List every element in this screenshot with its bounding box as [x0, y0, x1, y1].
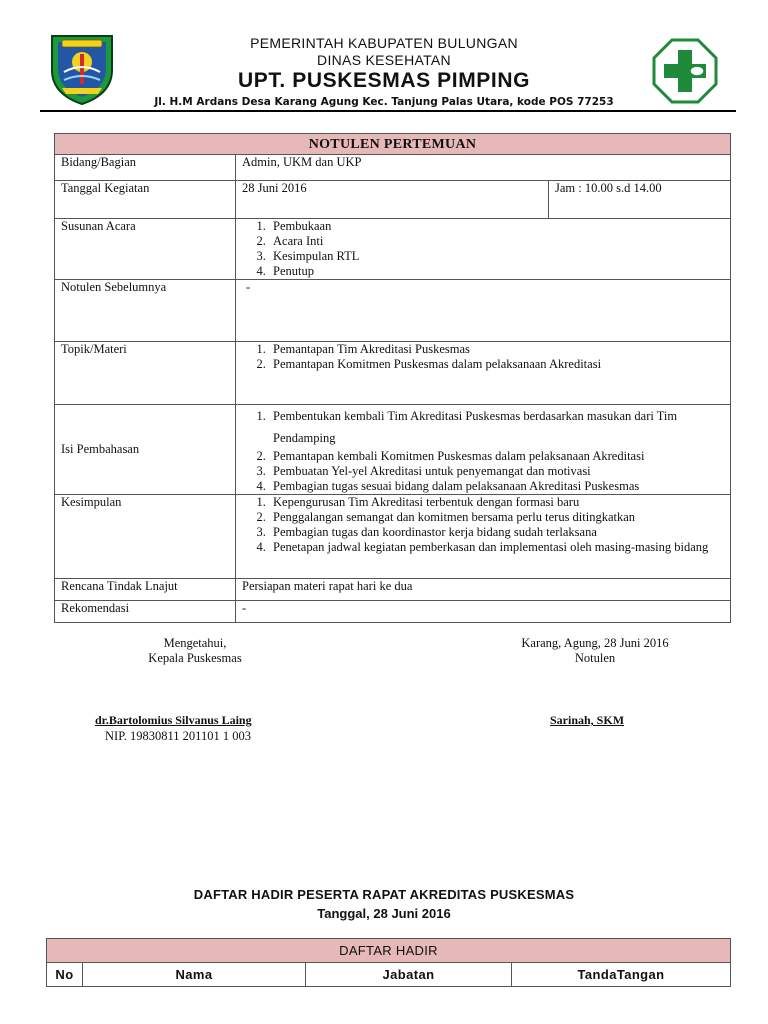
signatory-nip-left: NIP. 19830811 201101 1 003	[105, 729, 251, 743]
row-value-isi	[236, 405, 731, 495]
row-label-tanggal: Tanggal Kegiatan	[55, 181, 236, 219]
column-header-tanda-tangan: TandaTangan	[512, 963, 731, 987]
list-item: 3. Pembuatan Yel-yel Akreditasi untuk penyemangat dan motivasi	[269, 464, 724, 479]
sig-left-line2: Kepala Puskesmas	[148, 651, 242, 665]
list-item: 1. Pembentukan kembali Tim Akreditasi Puskesmas berdasarkan masukan dari Tim Pendamping	[269, 405, 724, 449]
row-value-jam: Jam : 10.00 s.d 14.00	[549, 181, 731, 219]
letterhead	[0, 0, 768, 115]
row-value-tanggal: 28 Juni 2016	[236, 181, 549, 219]
list-item: 3. Kesimpulan RTL	[269, 249, 724, 264]
notulen-table	[54, 133, 731, 623]
puskesmas-cross-icon	[652, 38, 718, 104]
signature-block-left	[110, 636, 280, 666]
row-label-isi: Isi Pembahasan	[55, 405, 236, 495]
column-header-jabatan: Jabatan	[306, 963, 512, 987]
row-label-bidang: Bidang/Bagian	[55, 155, 236, 181]
topic-list	[242, 342, 724, 372]
list-item: 1. Pembukaan	[269, 219, 724, 234]
column-header-no: No	[47, 963, 83, 987]
row-label-kesimpulan: Kesimpulan	[55, 495, 236, 579]
attendance-table-title: DAFTAR HADIR	[47, 939, 731, 963]
list-item: 2. Acara Inti	[269, 234, 724, 249]
conclusion-list	[242, 495, 724, 555]
row-label-rencana: Rencana Tindak Lnajut	[55, 579, 236, 601]
sig-right-line1: Karang, Agung, 28 Juni 2016	[521, 636, 669, 650]
attendance-title: DAFTAR HADIR PESERTA RAPAT AKREDITAS PUSKESMAS	[193, 887, 575, 902]
row-value-sebelumnya: -	[236, 280, 731, 342]
list-item: 1. Kepengurusan Tim Akreditasi terbentuk dengan formasi baru	[269, 495, 724, 510]
row-label-susunan: Susunan Acara	[55, 219, 236, 280]
row-value-rencana: Persiapan materi rapat hari ke dua	[236, 579, 731, 601]
header-divider	[40, 110, 736, 112]
list-item: 1. Pemantapan Tim Akreditasi Puskesmas	[269, 342, 724, 357]
sig-left-line1: Mengetahui,	[163, 636, 227, 650]
signature-block-right	[490, 636, 700, 666]
attendance-date: Tanggal, 28 Juni 2016	[317, 906, 451, 921]
row-value-bidang: Admin, UKM dan UKP	[236, 155, 731, 181]
row-value-kesimpulan	[236, 495, 731, 579]
signatory-name-left: dr.Bartolomius Silvanus Laing	[95, 713, 252, 727]
institution-name: UPT. PUSKESMAS PIMPING	[237, 69, 531, 92]
discussion-list	[242, 405, 724, 494]
row-value-susunan	[236, 219, 731, 280]
row-value-rekomendasi: -	[236, 601, 731, 623]
government-name: PEMERINTAH KABUPATEN BULUNGAN	[250, 35, 518, 51]
list-item: 4. Penetapan jadwal kegiatan pemberkasan dan implementasi oleh masing-masing bidang	[269, 540, 724, 555]
signatory-name-right: Sarinah, SKM	[550, 713, 625, 727]
row-value-topik	[236, 342, 731, 405]
row-label-sebelumnya: Notulen Sebelumnya	[55, 280, 236, 342]
attendance-table	[46, 938, 731, 987]
list-item: 4. Penutup	[269, 264, 724, 279]
row-label-topik: Topik/Materi	[55, 342, 236, 405]
agenda-list	[242, 219, 724, 279]
list-item: 2. Pemantapan kembali Komitmen Puskesmas dalam pelaksanaan Akreditasi	[269, 449, 724, 464]
sig-right-line2: Notulen	[574, 651, 616, 665]
row-label-rekomendasi: Rekomendasi	[55, 601, 236, 623]
list-item: 4. Pembagian tugas sesuai bidang dalam pelaksanaan Akreditasi Puskesmas	[269, 479, 724, 494]
department-name: DINAS KESEHATAN	[317, 52, 451, 68]
notulen-title: NOTULEN PERTEMUAN	[55, 134, 731, 155]
list-item: 2. Pemantapan Komitmen Puskesmas dalam pelaksanaan Akreditasi	[269, 357, 724, 372]
list-item: 2. Penggalangan semangat dan komitmen bersama perlu terus ditingkatkan	[269, 510, 724, 525]
list-item: 3. Pembagian tugas dan koordinastor kerja bidang sudah terlaksana	[269, 525, 724, 540]
institution-address: Jl. H.M Ardans Desa Karang Agung Kec. Tanjung Palas Utara, kode POS 77253	[154, 96, 614, 108]
column-header-nama: Nama	[83, 963, 306, 987]
